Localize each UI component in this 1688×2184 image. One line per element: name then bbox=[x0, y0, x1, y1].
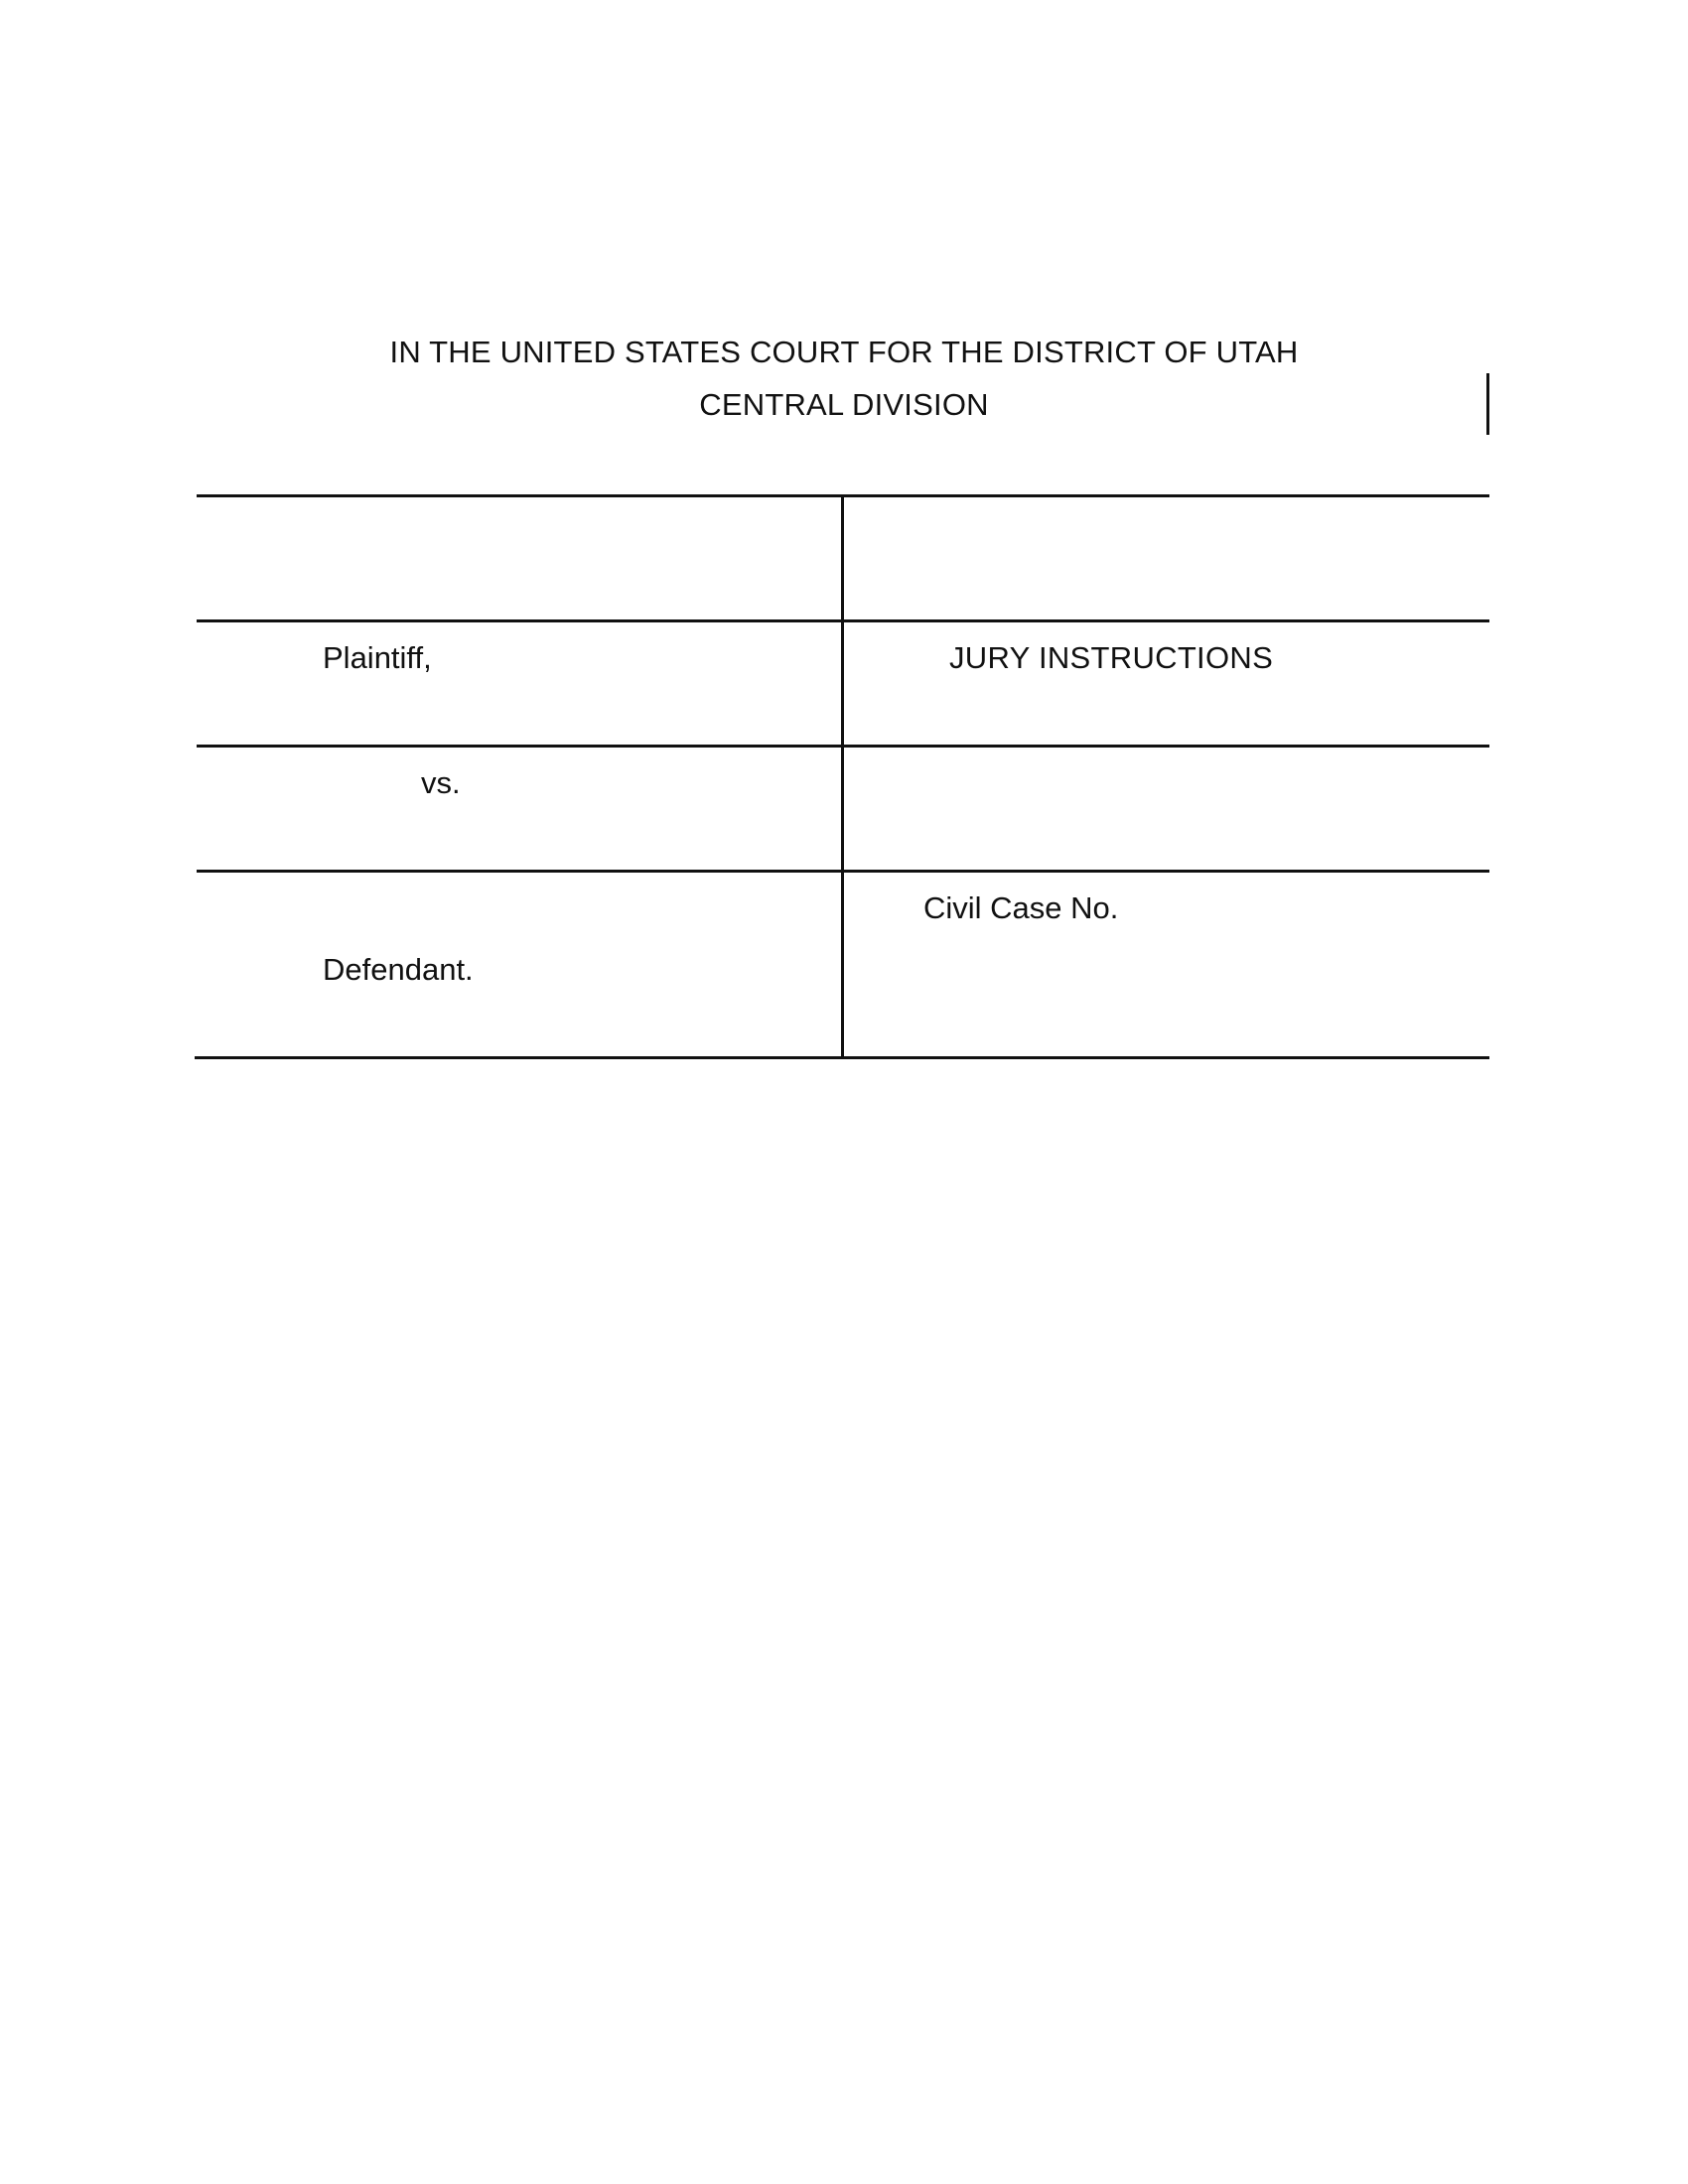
case-number-label: Civil Case No. bbox=[923, 890, 1119, 925]
defendant-label: Defendant. bbox=[323, 952, 474, 987]
document-title: JURY INSTRUCTIONS bbox=[949, 640, 1274, 675]
court-name-heading: IN THE UNITED STATES COURT FOR THE DISTRICT OF UTAH bbox=[389, 335, 1299, 369]
margin-change-bar bbox=[1486, 373, 1489, 435]
caption-column-divider bbox=[841, 496, 844, 1058]
versus-label: vs. bbox=[421, 765, 461, 800]
plaintiff-label: Plaintiff, bbox=[323, 640, 432, 675]
division-heading: CENTRAL DIVISION bbox=[699, 387, 989, 422]
